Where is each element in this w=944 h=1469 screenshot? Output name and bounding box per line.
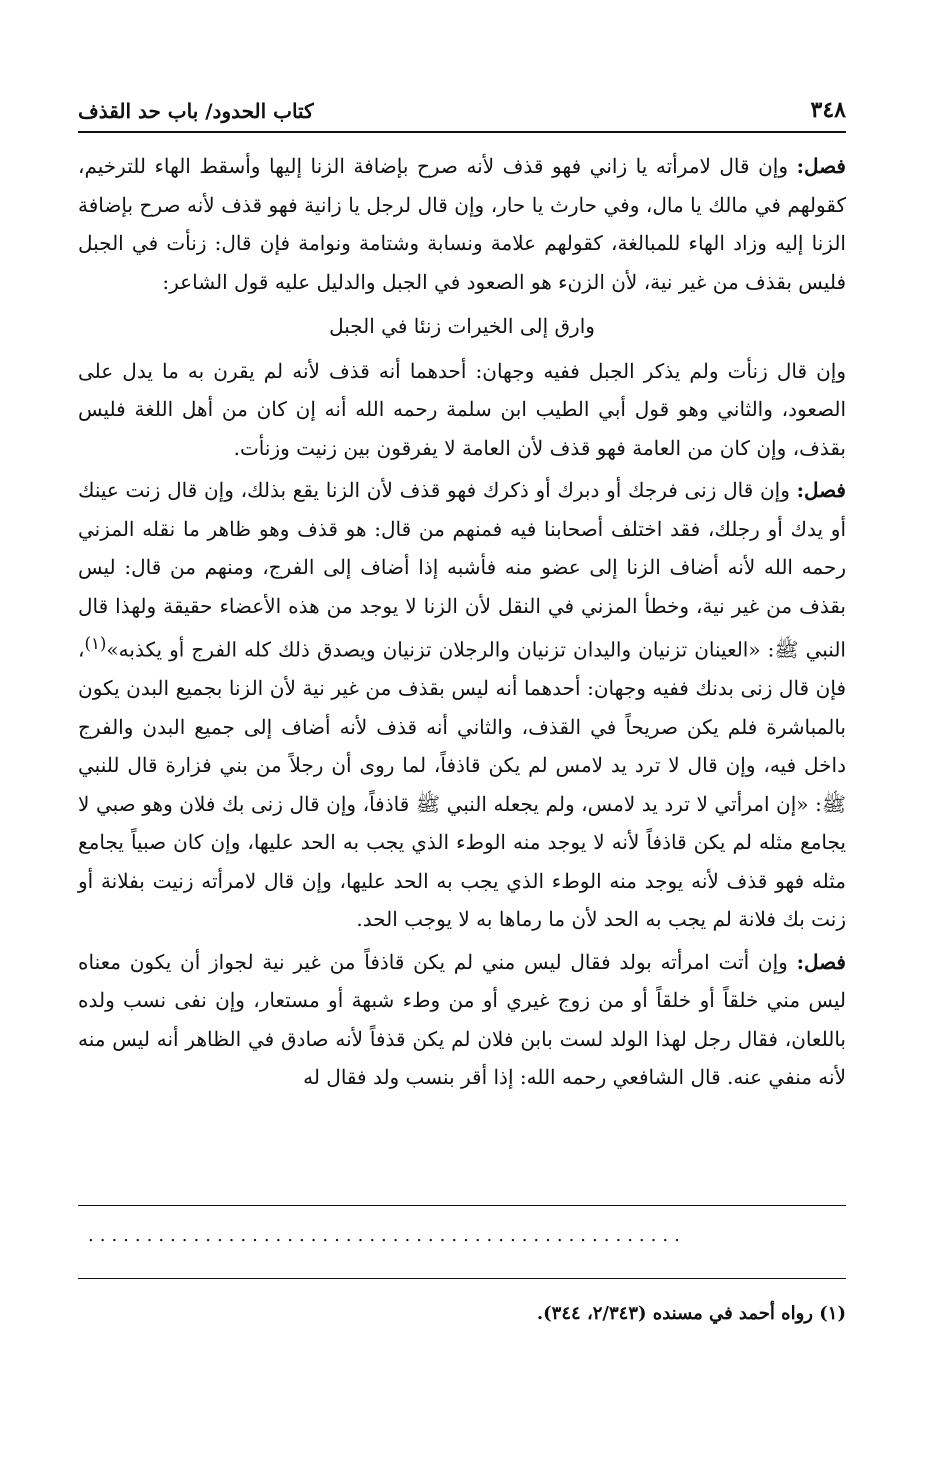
- paragraph-text: وإن قال لامرأته يا زاني فهو قذف لأنه صرح بإضافة الزنا إليها وأسقط الهاء للترخيم، كقولهم في مالك يا مال، وفي حارث يا حار، وإن قال لرجل يا زانية فهو قذف لأنه صرح بإضافة الزنا إليه وزاد الهاء للمبالغة، كقولهم علامة ونسابة وشتامة ونوامة فإن قال: زنأت في الجبل فليس بقذف من غير نية، لأن الزنء هو الصعود في الجبل والدليل عليه قول الشاعر:: [78, 154, 846, 294]
- book-page: [78, 95, 846, 1345]
- paragraph-text: وإن أتت امرأته بولد فقال ليس مني لم يكن قاذفاً من غير نية لجواز أن يكون معناه ليس مني خلقاً أو خلقاً أو من زوج غيري أو من وطء شبهة أو مستعار، وإن نفى نسب ولده باللعان، فقال رجل لهذا الولد لست بابن فلان لم يكن قذفاً لأنه صادق في الظاهر أنه ليس منه لأنه منفي عنه. قال الشافعي رحمه الله: إذا أقر بنسب ولد فقال له: [78, 949, 846, 1090]
- main-text: [78, 147, 846, 1101]
- poetry-verse: وارق إلى الخيرات زنئا في الجبل: [329, 314, 595, 338]
- paragraph-text: وإن قال زنى فرجك أو دبرك أو ذكرك فهو قذف لأن الزنا يقع بذلك، وإن قال زنت عينك أو يدك أو رجلك، فقد اختلف أصحابنا فيه فمنهم من قال: هو قذف وهو ظاهر ما نقله المزني رحمه الله لأنه أضاف الزنا إلى عضو منه فأشبه إذا أضاف إلى الفرج، ومنهم من قال: ليس بقذف من غير نية، وخطأ المزني في النقل لأن الزنا لا يوجد من هذه الأعضاء حقيقة ولهذا قال النبي ﷺ: «العينان تزنيان واليدان تزنيان والرجلان تزنيان ويصدق ذلك كله الفرج أو يكذبه»: [78, 478, 847, 662]
- paragraph-text: ، فإن قال زنى بدنك ففيه وجهان: أحدهما أنه ليس بقذف من غير نية لأن الزنا بجميع البدن يكون بالمباشرة فلم يكن صريحاً في القذف، والثاني أنه قذف لأنه أضاف إلى جميع البدن والفرج داخل فيه، وإن قال لا ترد يد لامس لم يكن قاذفاً، لما روى أن رجلاً من بني فزارة قال للنبي ﷺ: «إن امرأتي لا ترد يد لامس، ولم يجعله النبي ﷺ قاذفاً، وإن قال زنى بك فلان وهو صبي لا يجامع مثله لم يكن قاذفاً لأنه لا يوجد منه الوطء الذي يجب به الحد عليها، وإن كان صبياً يجامع مثله فهو قذف لأنه يوجد منه الوطء الذي يجب به الحد عليها، وإن قال لامرأته زنيت بفلانة أو زنت بك فلانة لم يجب به الحد لأن ما رماها به لا يوجب الحد.: [78, 637, 846, 932]
- page-header: [78, 95, 846, 133]
- running-title: كتاب الحدود/ باب حد القذف: [78, 99, 314, 123]
- paragraph: وإن قال زنأت ولم يذكر الجبل ففيه وجهان: أحدهما أنه قذف لأنه لم يقرن به ما يدل على الصعود، والثاني وهو قول أبي الطيب ابن سلمة رحمه الله أنه إن كان من أهل اللغة فليس بقذف، وإن كان من العامة فهو قذف لأن العامة لا يفرقون بين زنيت وزنأت.: [78, 358, 846, 460]
- footnote-marker: (١): [84, 634, 107, 653]
- page-number: ٣٤٨: [810, 97, 846, 123]
- footnote-separator-bottom: [78, 1278, 846, 1279]
- section-label: فصل:: [796, 478, 846, 502]
- footnote-separator-top: [78, 1205, 846, 1206]
- footnote: (١) رواه أحمد في مسنده (٢/٣٤٣، ٣٤٤).: [536, 1303, 846, 1324]
- section-label: فصل:: [796, 949, 846, 974]
- dotted-line: ...................................................: [88, 1225, 686, 1246]
- paragraph: [78, 943, 846, 1097]
- section-label: فصل:: [796, 154, 846, 178]
- paragraph: [78, 471, 846, 939]
- paragraph: [78, 147, 846, 301]
